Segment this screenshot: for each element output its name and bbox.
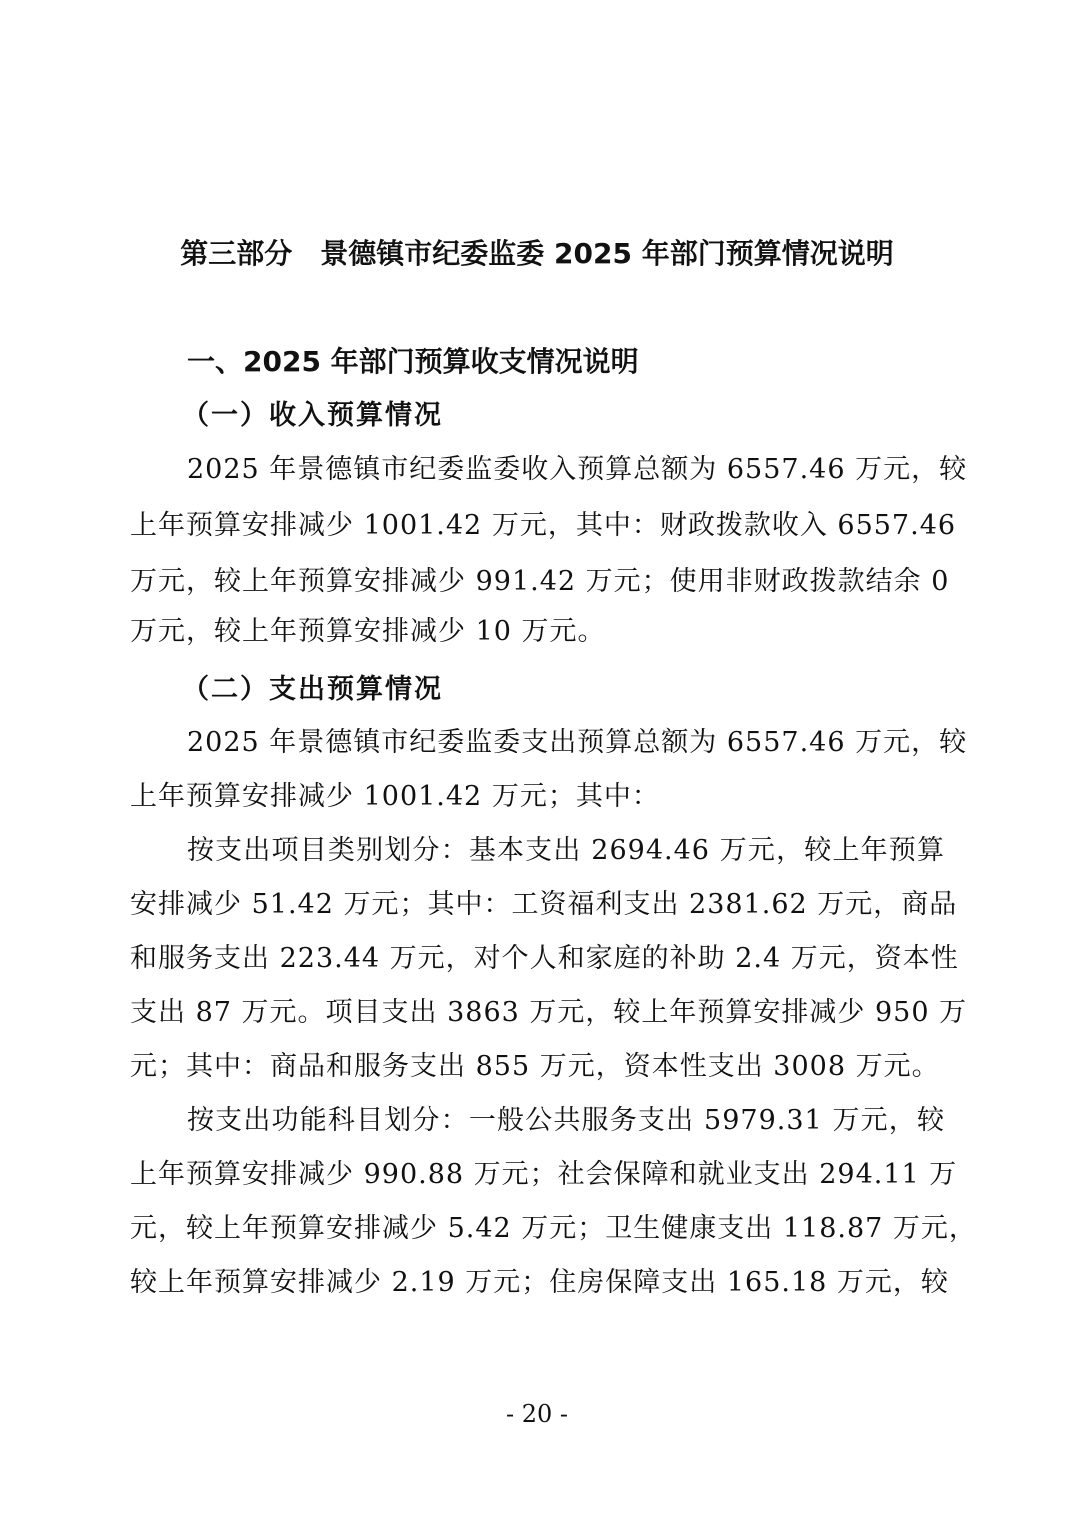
paragraph-line: 和服务支出 223.44 万元，对个人和家庭的补助 2.4 万元，资本性 [130,943,959,974]
paragraph-line: 2025 年景德镇市纪委监委支出预算总额为 6557.46 万元，较 [187,727,968,758]
paragraph-line: 万元，较上年预算安排减少 10 万元。 [130,616,606,647]
paragraph-line: 上年预算安排减少 1001.42 万元；其中： [130,781,660,812]
paragraph-line: 按支出项目类别划分：基本支出 2694.46 万元，较上年预算 [187,835,945,866]
paragraph-line: 较上年预算安排减少 2.19 万元；住房保障支出 165.18 万元，较 [130,1267,949,1298]
paragraph-line: 元；其中：商品和服务支出 855 万元，资本性支出 3008 万元。 [130,1051,940,1082]
paragraph-line: 元，较上年预算安排减少 5.42 万元；卫生健康支出 118.87 万元， [130,1213,977,1244]
paragraph-line: 2025 年景德镇市纪委监委收入预算总额为 6557.46 万元，较 [187,454,968,485]
paragraph-line: 万元，较上年预算安排减少 991.42 万元；使用非财政拨款结余 0 [130,566,950,597]
paragraph-line: 支出 87 万元。项目支出 3863 万元，较上年预算安排减少 950 万 [130,997,968,1028]
paragraph-line: 上年预算安排减少 990.88 万元；社会保障和就业支出 294.11 万 [130,1159,958,1190]
document-title: 第三部分 景德镇市纪委监委 2025 年部门预算情况说明 [180,237,894,270]
subsection-heading-expense: （二）支出预算情况 [182,674,443,705]
subsection-heading-income: （一）收入预算情况 [182,400,443,431]
paragraph-line: 安排减少 51.42 万元；其中：工资福利支出 2381.62 万元，商品 [130,889,958,920]
page-number: - 20 - [505,1400,568,1428]
paragraph-line: 按支出功能科目划分：一般公共服务支出 5979.31 万元，较 [187,1105,945,1136]
section-heading: 一、2025 年部门预算收支情况说明 [187,345,639,378]
paragraph-line: 上年预算安排减少 1001.42 万元，其中：财政拨款收入 6557.46 [130,510,957,541]
